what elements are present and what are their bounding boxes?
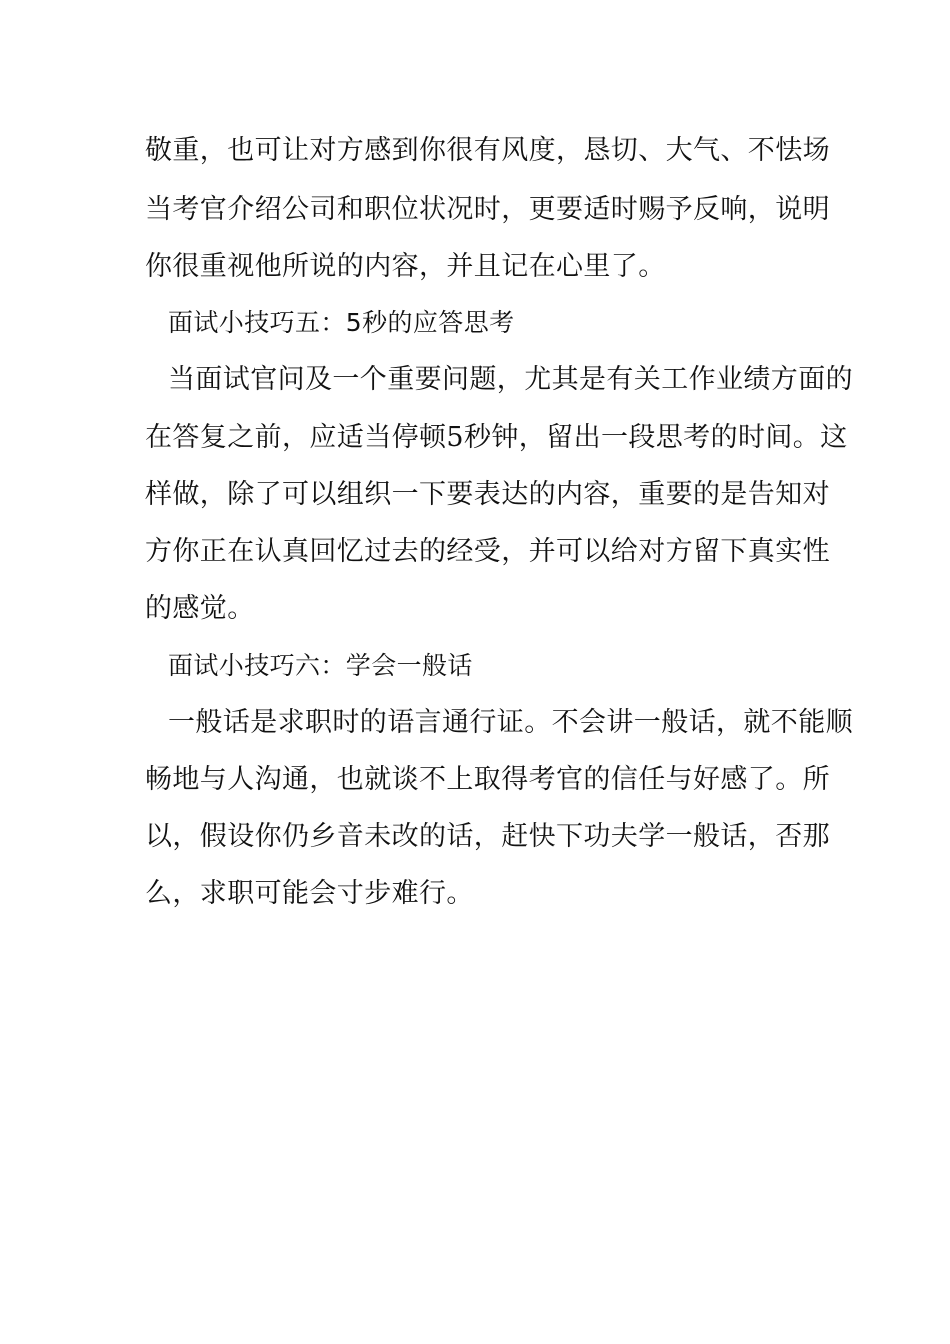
paragraph-line: 方你正在认真回忆过去的经受，并可以给对方留下真实性 — [145, 536, 830, 567]
paragraph-line: 在答复之前，应适当停顿5秒钟，留出一段思考的时间。这 — [145, 422, 848, 453]
paragraph-line: 一般话是求职时的语言通行证。不会讲一般话，就不能顺 — [168, 707, 853, 738]
section-heading-tip-6: 面试小技巧六：学会一般话 — [168, 651, 473, 680]
paragraph-line: 样做，除了可以组织一下要表达的内容，重要的是告知对 — [145, 479, 830, 510]
section-heading-tip-5: 面试小技巧五：5秒的应答思考 — [168, 308, 515, 337]
paragraph-line: 当面试官问及一个重要问题，尤其是有关工作业绩方面的 — [168, 364, 853, 395]
paragraph-line: 以，假设你仍乡音未改的话，赶快下功夫学一般话，否那 — [145, 821, 830, 852]
paragraph-line: 你很重视他所说的内容，并且记在心里了。 — [145, 251, 666, 282]
paragraph-line: 的感觉。 — [145, 593, 255, 624]
paragraph-line: 当考官介绍公司和职位状况时，更要适时赐予反响，说明 — [145, 194, 830, 225]
paragraph-line: 敬重，也可让对方感到你很有风度，恳切、大气、不怯场 — [145, 135, 830, 166]
paragraph-line: 畅地与人沟通，也就谈不上取得考官的信任与好感了。所 — [145, 764, 830, 795]
paragraph-line: 么，求职可能会寸步难行。 — [145, 878, 474, 909]
